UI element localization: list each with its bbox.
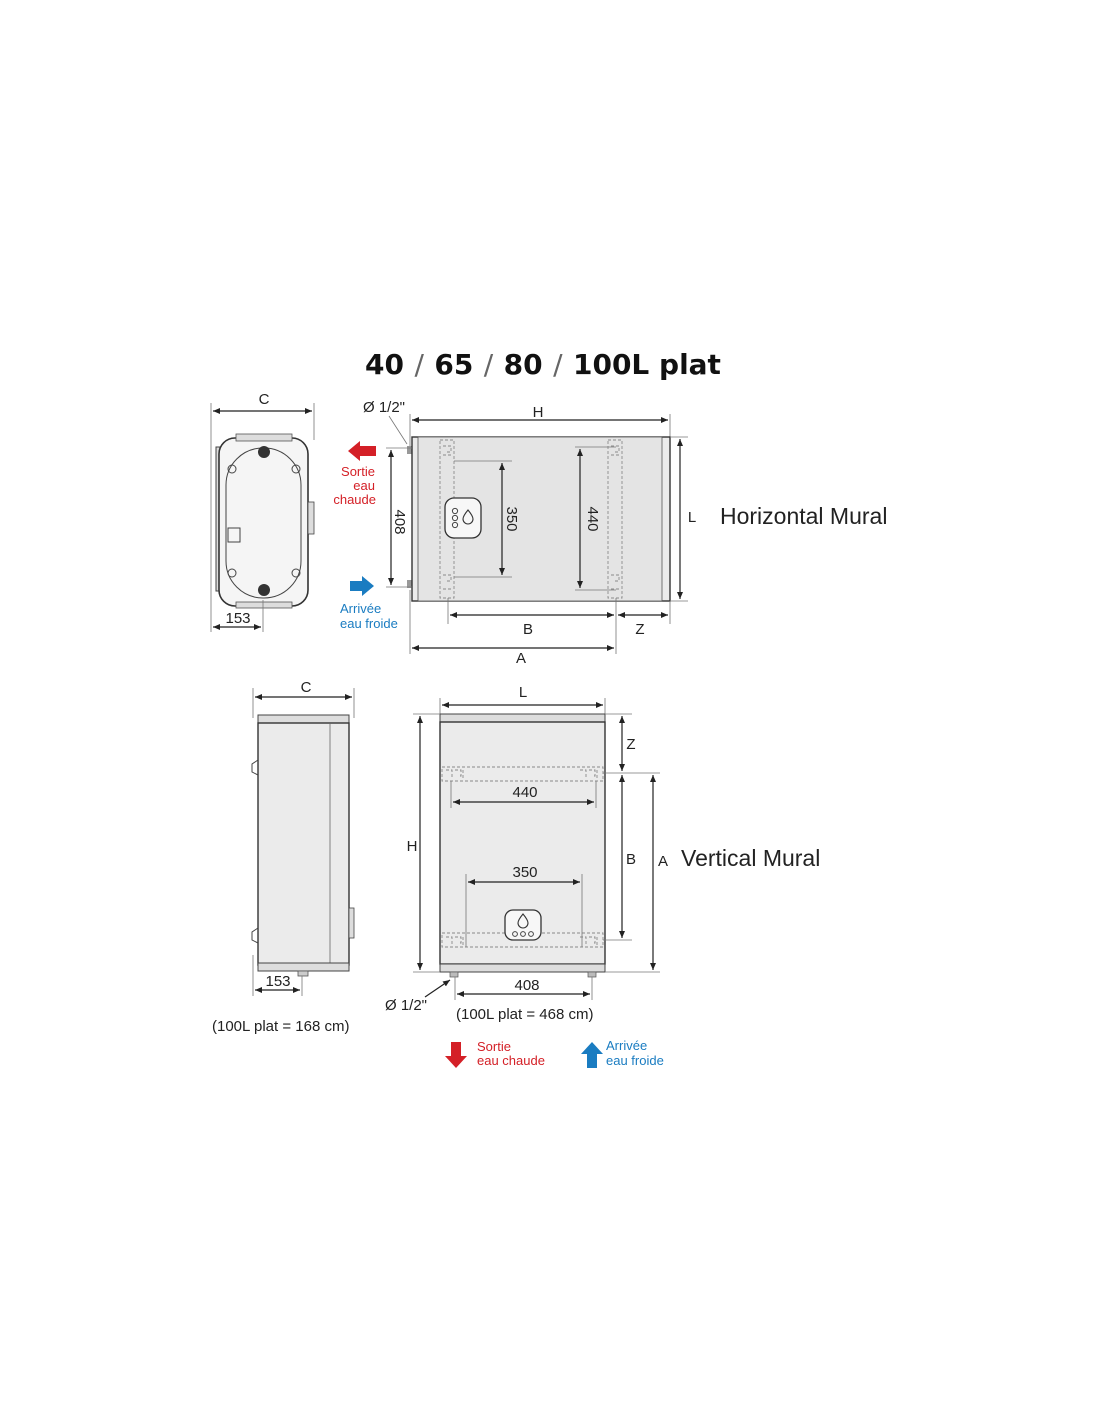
- vertical-b-label: B: [625, 851, 637, 868]
- svg-text:Arrivée: Arrivée: [340, 601, 382, 616]
- horizontal-front-view: [363, 399, 696, 667]
- vertical-pipe-diameter-label: Ø 1/2": [385, 997, 428, 1014]
- arrow-up-icon: [581, 1042, 603, 1068]
- control-panel-icon: [445, 498, 481, 538]
- svg-text:eau chaude: eau chaude: [477, 1053, 545, 1068]
- svg-text:eau froide: eau froide: [606, 1053, 664, 1068]
- vertical-z-label: Z: [626, 736, 636, 753]
- arrow-down-icon: [445, 1042, 467, 1068]
- horizontal-side-c-label: C: [258, 391, 270, 408]
- svg-text:Arrivée: Arrivée: [606, 1038, 648, 1053]
- vertical-a-label: A: [657, 853, 669, 870]
- svg-text:eau: eau: [353, 478, 375, 493]
- vertical-side-view: [212, 679, 354, 1035]
- svg-text:eau froide: eau froide: [340, 616, 398, 631]
- svg-text:Sortie: Sortie: [477, 1039, 511, 1054]
- horizontal-side-view: [211, 391, 314, 632]
- vertical-350-label: 350: [512, 864, 538, 881]
- svg-text:Sortie: Sortie: [341, 464, 375, 479]
- horizontal-b-label: B: [522, 621, 534, 638]
- horizontal-hot-outlet-legend: [333, 441, 376, 507]
- vertical-hot-outlet-legend: [445, 1039, 545, 1068]
- vertical-front-note: (100L plat = 468 cm): [456, 1006, 594, 1023]
- horizontal-h-label: H: [532, 404, 544, 421]
- vertical-l-label: L: [518, 684, 528, 701]
- horizontal-cold-inlet-legend: [340, 576, 398, 631]
- horizontal-z-label: Z: [635, 621, 645, 638]
- hot-outlet-fitting-icon: [258, 446, 270, 458]
- horizontal-l-label: L: [687, 509, 697, 526]
- horizontal-a-label: A: [515, 650, 527, 667]
- control-panel-icon: [505, 910, 541, 940]
- horizontal-440-label: 440: [584, 506, 601, 532]
- horizontal-408-label: 408: [391, 509, 408, 535]
- svg-text:chaude: chaude: [333, 492, 376, 507]
- arrow-left-icon: [348, 441, 376, 461]
- diagram-title: 40 / 65 / 80 / 100L plat: [365, 348, 721, 381]
- horizontal-pipe-diameter-label: Ø 1/2": [363, 399, 406, 416]
- horizontal-350-label: 350: [503, 506, 520, 532]
- vertical-h-label: H: [406, 838, 418, 855]
- cold-inlet-fitting-icon: [258, 584, 270, 596]
- vertical-cold-inlet-legend: [581, 1038, 664, 1068]
- vertical-side-c-label: C: [300, 679, 312, 696]
- arrow-right-icon: [350, 576, 374, 596]
- vertical-side-153-label: 153: [265, 973, 291, 990]
- vertical-mural-title: Vertical Mural: [681, 845, 821, 871]
- horizontal-side-153-label: 153: [225, 610, 251, 627]
- horizontal-mural-title: Horizontal Mural: [720, 503, 888, 529]
- vertical-front-view: [385, 684, 668, 1023]
- vertical-440-label: 440: [512, 784, 538, 801]
- vertical-side-note: (100L plat = 168 cm): [212, 1018, 350, 1035]
- vertical-408-label: 408: [514, 977, 540, 994]
